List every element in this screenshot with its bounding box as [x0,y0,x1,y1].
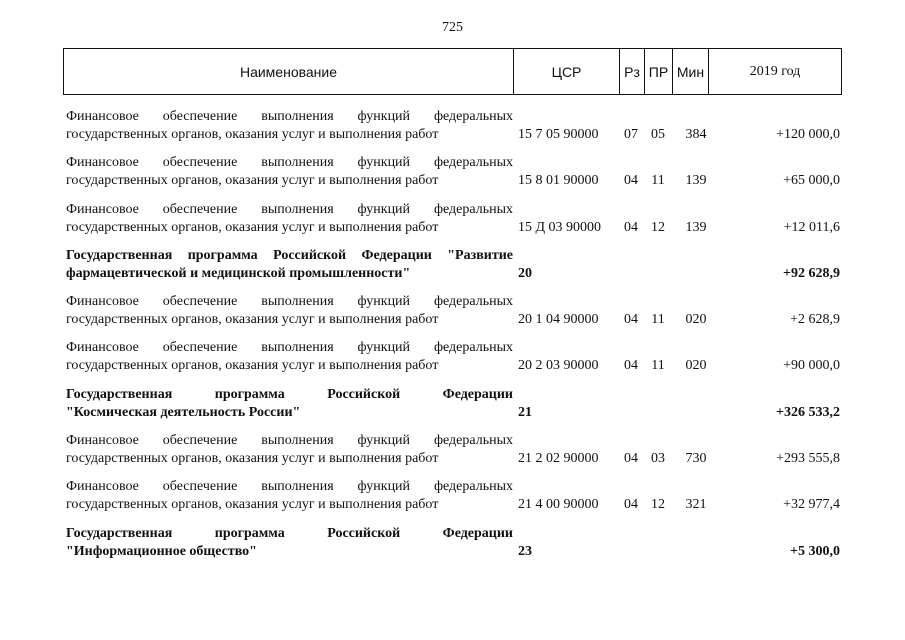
row-name-line1: Государственная программа Российской Федерации [66,525,513,541]
row-name-line2: государственных органов, оказания услуг и выполнения работ [66,497,439,513]
row-name-line2: "Космическая деятельность России" [66,404,301,420]
row-name-line1: Финансовое обеспечение выполнения функций федеральных [66,340,513,356]
program-row [63,386,841,432]
row-min: 139 [685,219,707,235]
row-name-line1: Финансовое обеспечение выполнения функций федеральных [66,155,513,171]
row-name [66,432,513,468]
program-row [63,525,841,571]
row-name [66,386,513,422]
table-row [63,154,841,200]
table-header [63,48,842,95]
row-amount: +326 533,2 [776,404,840,420]
row-pr: 11 [651,312,665,328]
row-name [66,339,513,375]
row-amount: +120 000,0 [776,127,840,142]
row-rz: 04 [624,358,638,374]
row-name-line2: государственных органов, оказания услуг и выполнения работ [66,173,439,189]
header-min: Мин [673,49,709,95]
row-csr: 21 [518,404,532,420]
row-csr: 21 2 02 90000 [518,451,599,467]
row-name-line1: Финансовое обеспечение выполнения функций федеральных [66,201,513,217]
header-csr: ЦСР [514,49,620,95]
row-min: 020 [685,312,707,328]
table-row [63,478,841,524]
header-rz: Рз [620,49,645,95]
row-name [66,201,513,237]
row-amount: +5 300,0 [790,543,840,559]
row-amount: +293 555,8 [776,451,840,467]
program-row [63,247,841,293]
row-pr: 03 [651,451,665,467]
row-csr: 20 1 04 90000 [518,312,599,328]
row-min: 139 [685,173,707,189]
row-min: 384 [685,127,707,142]
row-pr: 12 [651,219,665,235]
row-pr: 05 [651,127,665,142]
row-rz: 04 [624,312,638,328]
header-name: Наименование [64,49,514,95]
table-row [63,339,841,385]
row-name-line2: фармацевтической и медицинской промышленности" [66,265,411,281]
row-csr: 15 8 01 90000 [518,173,599,189]
row-pr: 11 [651,358,665,374]
table-row [63,201,841,247]
row-name-line1: Государственная программа Российской Федерации [66,386,513,402]
row-amount: +92 628,9 [783,265,840,281]
row-name [66,108,513,144]
row-rz: 04 [624,173,638,189]
table-row [63,293,841,339]
row-csr: 23 [518,543,532,559]
row-rz: 04 [624,451,638,467]
row-name [66,478,513,514]
row-name-line2: государственных органов, оказания услуг и выполнения работ [66,127,439,142]
row-csr: 20 [518,265,532,281]
row-rz: 07 [624,127,638,142]
row-name-line2: государственных органов, оказания услуг и выполнения работ [66,312,439,328]
row-min: 321 [685,497,707,513]
row-name [66,525,513,561]
row-name-line1: Государственная программа Российской Федерации "Развитие [66,247,513,263]
row-min: 020 [685,358,707,374]
table-row [63,108,841,154]
row-amount: +65 000,0 [783,173,840,189]
row-csr: 15 Д 03 90000 [518,219,602,235]
row-csr: 20 2 03 90000 [518,358,599,374]
row-name-line1: Финансовое обеспечение выполнения функций федеральных [66,109,513,124]
row-amount: +32 977,4 [783,497,840,513]
row-rz: 04 [624,497,638,513]
row-csr: 21 4 00 90000 [518,497,599,513]
table-row [63,432,841,478]
row-name-line2: государственных органов, оказания услуг и выполнения работ [66,358,439,374]
row-amount: +2 628,9 [790,312,840,328]
row-name-line1: Финансовое обеспечение выполнения функций федеральных [66,294,513,310]
row-name [66,247,513,283]
header-pr: ПР [645,49,673,95]
row-pr: 11 [651,173,665,189]
row-amount: +90 000,0 [783,358,840,374]
row-name-line1: Финансовое обеспечение выполнения функций федеральных [66,479,513,495]
row-name-line1: Финансовое обеспечение выполнения функций федеральных [66,433,513,449]
row-name-line2: "Информационное общество" [66,543,257,559]
row-amount: +12 011,6 [783,219,840,235]
table-body [63,108,841,571]
header-year: 2019 год [709,49,842,95]
row-name-line2: государственных органов, оказания услуг и выполнения работ [66,219,439,235]
row-rz: 04 [624,219,638,235]
row-name [66,154,513,190]
page-number: 725 [442,20,463,35]
row-csr: 15 7 05 90000 [518,127,599,142]
row-pr: 12 [651,497,665,513]
row-min: 730 [685,451,707,467]
row-name-line2: государственных органов, оказания услуг и выполнения работ [66,451,439,467]
row-name [66,293,513,329]
